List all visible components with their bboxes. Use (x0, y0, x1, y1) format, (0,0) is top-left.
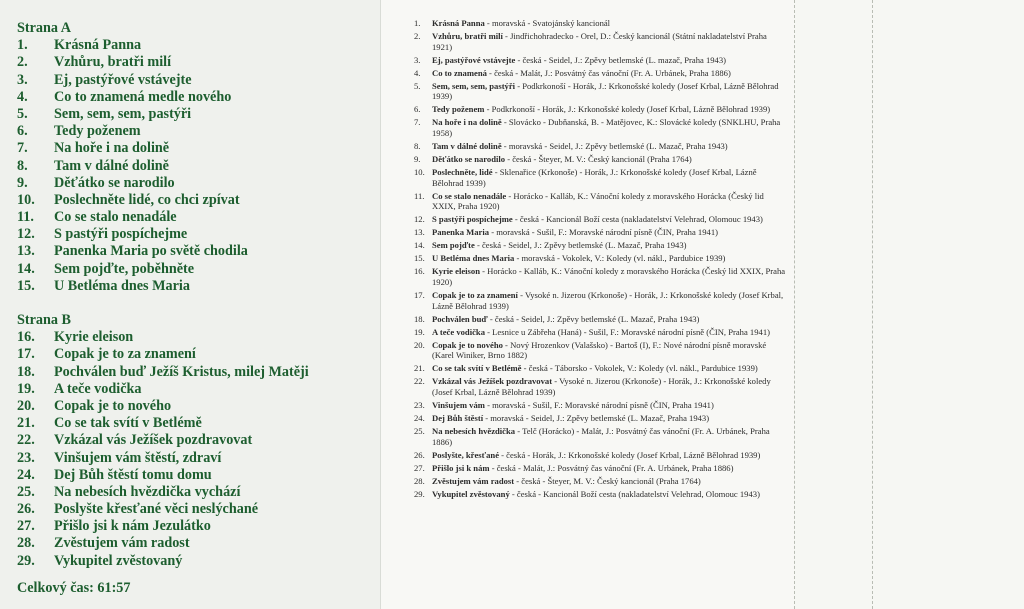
note-source: - moravská - Sušil, F.: Moravské národní písně (ČIN, Praha 1941) (489, 227, 718, 238)
note-item (414, 214, 786, 225)
note-item (414, 314, 786, 325)
note-number: 21. (414, 363, 425, 374)
note-source: - česká - Malát, J.: Posvátný čas vánoční (Fr. A. Urbánek, Praha 1886) (486, 67, 731, 78)
note-source: - Jindřichohradecko - Orel, D.: Český kancionál (Státní nakladatelství Praha 1921) (432, 31, 767, 52)
track-title: Děťátko se narodilo (54, 174, 175, 191)
note-item (414, 68, 786, 79)
note-source: - česká - Horák, J.: Krkonošské koledy (Josef Krbal, Lázně Bělohrad 1939) (499, 449, 761, 460)
note-item (414, 240, 786, 251)
note-title: Ej, pastýřové vstávejte (432, 54, 516, 65)
track-title: A teče vodička (54, 380, 142, 397)
note-source: - moravská - Sušil, F.: Moravské národní písně (ČIN, Praha 1941) (484, 400, 714, 411)
track-row (17, 467, 377, 484)
note-number: 13. (414, 227, 425, 238)
note-item (414, 191, 786, 212)
note-item (414, 376, 786, 397)
track-number: 1. (17, 37, 28, 54)
note-title: Vinšujem vám (432, 400, 485, 411)
track-title: Na nebesích hvězdička vychází (54, 483, 241, 500)
track-row (17, 209, 377, 226)
note-title: U Betléma dnes Maria (432, 253, 515, 264)
note-source: - Nový Hrozenkov (Valašsko) - Bartoš (I), F.: Nové národní písně moravské (Karel Winiker, Brno 1882) (432, 339, 767, 361)
note-title: Vzkázal vás Ježíšek pozdravovat (432, 376, 553, 387)
track-row (17, 381, 377, 398)
note-title: Tam v dálné dolině (432, 141, 502, 151)
track-title: Co se stalo nenadále (54, 209, 177, 226)
note-item (414, 227, 786, 238)
note-source: - Podkrkonoší - Horák, J.: Krkonošské koledy (Josef Krbal, Lázně Bělohrad 1939) (484, 104, 771, 115)
note-source: - Sklenařice (Krkonoše) - Horák, J.: Krkonošské koledy (Josef Krbal, Lázně Bělohrad 1939) (432, 167, 757, 188)
note-title: Co se stalo nenadále (432, 190, 507, 201)
note-source: - česká - Seidel, J.: Zpěvy betlemské (L. Mazač, Praha 1943) (487, 313, 700, 324)
track-number: 20. (17, 397, 35, 414)
note-title: Copak je to nového (432, 339, 503, 350)
track-number: 23. (17, 449, 35, 466)
track-number: 22. (17, 432, 35, 449)
tracklist (17, 20, 377, 597)
note-item (414, 426, 786, 447)
track-row (17, 501, 377, 518)
note-title: Krásná Panna (432, 18, 485, 28)
note-number: 6. (414, 104, 421, 115)
track-notes (414, 18, 786, 502)
track-number: 9. (17, 174, 28, 191)
track-row (17, 329, 377, 346)
note-source: - Podkrkonoší - Horák, J.: Krkonošské koledy (Josef Krbal, Lázně Bělohrad 1939) (432, 80, 779, 102)
note-source: - Lesnice u Zábřeha (Haná) - Sušil, F.: Moravské národní písně (ČIN, Praha 1941) (485, 326, 770, 337)
track-number: 4. (17, 88, 28, 105)
note-title: Tedy poženem (432, 104, 485, 115)
note-number: 3. (414, 54, 421, 65)
note-item (414, 253, 786, 264)
track-title: Vykupitel zvěstovaný (54, 552, 183, 569)
note-number: 10. (414, 167, 425, 178)
note-source: - moravská - Vokolek, V.: Koledy (vl. nákl., Pardubice 1939) (514, 253, 726, 264)
track-number: 3. (17, 71, 28, 88)
track-title: Vzhůru, bratři milí (54, 54, 172, 71)
track-number: 7. (17, 140, 28, 157)
note-number: 11. (414, 190, 425, 201)
track-row (17, 54, 377, 71)
note-source: - Telč (Horácko) - Malát, J.: Posvátný čas vánoční (Fr. A. Urbánek, Praha 1886) (432, 426, 770, 447)
note-number: 12. (414, 214, 425, 225)
track-row (17, 140, 377, 157)
note-number: 18. (414, 313, 425, 324)
note-title: Na hoře i na dolině (432, 117, 502, 128)
note-number: 8. (414, 141, 421, 151)
note-source: - Vysoké n. Jizerou (Krkonoše) - Horák, J.: Krkonošské koledy (Josef Krbal, Lázně Bělohrad 1939) (432, 290, 784, 311)
track-title: Panenka Maria po světě chodila (54, 243, 248, 260)
track-title: Přišlo jsi k nám Jezulátko (54, 518, 211, 535)
track-number: 12. (17, 226, 35, 243)
note-source: - česká - Malát, J.: Posvátný čas vánoční (Fr. A. Urbánek, Praha 1886) (489, 462, 734, 473)
note-title: Co se tak svítí v Betlémě (432, 363, 522, 374)
note-number: 20. (414, 339, 425, 350)
note-title: Zvěstujem vám radost (432, 475, 515, 486)
note-number: 26. (414, 449, 425, 460)
fold-line (872, 0, 873, 609)
track-title: Co to znamená medle nového (54, 88, 232, 105)
note-number: 14. (414, 240, 425, 251)
note-item (414, 327, 786, 338)
note-item (414, 167, 786, 188)
note-source: - Horácko - Kalláb, K.: Vánoční koledy z moravského Horácka (Český lid XXIX, Praha 1920) (432, 266, 786, 288)
note-number: 27. (414, 462, 425, 473)
track-number: 28. (17, 535, 35, 552)
track-title: Copak je to nového (54, 397, 172, 414)
track-title: Co se tak svítí v Betlémě (54, 415, 202, 432)
track-row (17, 398, 377, 415)
track-title: Tam v dálné dolině (54, 157, 169, 174)
note-item (414, 81, 786, 102)
track-title: U Betléma dnes Maria (54, 277, 190, 294)
note-title: Vzhůru, bratři milí (432, 31, 503, 42)
track-row (17, 123, 377, 140)
note-number: 2. (414, 31, 421, 42)
note-item (414, 31, 786, 52)
track-number: 5. (17, 105, 28, 122)
track-number: 11. (17, 209, 34, 226)
note-title: Copak je to za znamení (432, 290, 518, 301)
note-number: 24. (414, 413, 425, 424)
track-title: Zvěstujem vám radost (54, 535, 190, 552)
track-title: Sem pojďte, poběhněte (54, 260, 195, 277)
note-source: - Slovácko - Dubňanská, B. - Matějovec, K.: Slovácké koledy (SNKLHU, Praha 1958) (432, 117, 781, 138)
note-source: - moravská - Svatojánský kancionál (484, 18, 611, 28)
track-number: 18. (17, 363, 35, 380)
note-number: 28. (414, 475, 425, 486)
track-number: 14. (17, 260, 35, 277)
track-title: Ej, pastýřové vstávejte (54, 71, 192, 88)
note-number: 5. (414, 80, 421, 91)
note-title: Panenka Maria (432, 227, 490, 238)
note-item (414, 104, 786, 115)
note-title: Na nebesích hvězdička (432, 426, 516, 437)
track-number: 2. (17, 54, 28, 71)
track-title: Pochválen buď Ježíš Kristus, milej Matěji (54, 363, 309, 380)
track-number: 8. (17, 157, 28, 174)
note-number: 4. (414, 67, 421, 78)
note-item (414, 18, 786, 29)
note-title: Děťátko se narodilo (432, 154, 506, 165)
note-number: 29. (414, 488, 425, 499)
note-source: - česká - Kancionál Boží cesta (nakladatelství Velehrad, Olomouc 1943) (509, 488, 760, 499)
note-title: Sem pojďte (432, 240, 475, 251)
track-title: Dej Bůh štěstí tomu domu (54, 466, 212, 483)
note-number: 23. (414, 400, 425, 411)
note-item (414, 266, 786, 287)
note-number: 7. (414, 117, 421, 128)
note-item (414, 55, 786, 66)
fold-line (794, 0, 795, 609)
note-title: Co to znamená (432, 67, 487, 78)
note-number: 15. (414, 253, 425, 264)
track-row (17, 518, 377, 535)
note-title: Pochválen buď (432, 313, 488, 324)
track-title: Copak je to za znamení (54, 346, 196, 363)
track-number: 27. (17, 518, 35, 535)
track-title: Vinšujem vám štěstí, zdraví (54, 449, 222, 466)
note-title: Vykupitel zvěstovaný (432, 488, 510, 499)
note-title: Dej Bůh štěstí (432, 413, 484, 424)
track-title: Tedy poženem (54, 123, 141, 140)
note-item (414, 400, 786, 411)
track-title: Krásná Panna (54, 37, 142, 54)
track-row (17, 415, 377, 432)
track-number: 13. (17, 243, 35, 260)
note-item (414, 340, 786, 361)
note-number: 1. (414, 18, 421, 28)
note-item (414, 450, 786, 461)
note-title: Kyrie eleison (432, 266, 480, 277)
side-a-title: Strana A (17, 20, 71, 36)
note-title: Sem, sem, sem, pastýři (432, 80, 516, 91)
track-row (17, 278, 377, 295)
note-item (414, 463, 786, 474)
track-row (17, 72, 377, 89)
track-title: Sem, sem, sem, pastýři (54, 105, 192, 122)
track-number: 10. (17, 191, 35, 208)
note-number: 17. (414, 290, 425, 301)
note-source: - Horácko - Kalláb, K.: Vánoční koledy z moravského Horácka (Český lid XXIX, Praha 1920) (432, 190, 764, 212)
track-row (17, 158, 377, 175)
side-a-tracks (17, 37, 377, 295)
note-source: - moravská - Seidel, J.: Zpěvy betlemské (L. Mazač, Praha 1943) (501, 141, 728, 151)
track-row (17, 89, 377, 106)
note-source: - česká - Šteyer, M. V.: Český kancionál (Praha 1764) (505, 154, 692, 165)
side-b-title: Strana B (17, 312, 71, 328)
note-item (414, 413, 786, 424)
note-source: - česká - Seidel, J.: Zpěvy betlemské (L. Mazač, Praha 1943) (474, 240, 687, 251)
note-source: - česká - Šteyer, M. V.: Český kancionál (Praha 1764) (514, 475, 701, 486)
note-source: - Vysoké n. Jizerou (Krkonoše) - Horák, J.: Krkonošské koledy (Josef Krbal, Lázně Bělohrad 1939) (432, 376, 771, 397)
track-number: 25. (17, 483, 35, 500)
note-title: A teče vodička (432, 326, 485, 337)
note-number: 16. (414, 266, 425, 277)
note-number: 22. (414, 376, 425, 387)
note-item (414, 363, 786, 374)
track-row (17, 346, 377, 363)
note-item (414, 141, 786, 152)
track-row (17, 106, 377, 123)
track-row (17, 450, 377, 467)
track-row (17, 432, 377, 449)
track-title: Kyrie eleison (54, 329, 134, 346)
note-title: Poslechněte, lidé (432, 167, 493, 178)
side-b-tracks (17, 329, 377, 570)
note-number: 19. (414, 326, 425, 337)
note-item (414, 117, 786, 138)
track-title: Poslechněte lidé, co chci zpívat (54, 191, 240, 208)
track-row (17, 364, 377, 381)
track-number: 15. (17, 277, 35, 294)
note-source: - moravská - Seidel, J.: Zpěvy betlemské (L. Mazač, Praha 1943) (483, 413, 710, 424)
track-title: Vzkázal vás Ježíšek pozdravovat (54, 432, 253, 449)
track-number: 21. (17, 415, 35, 432)
note-title: Přišlo jsi k nám (432, 462, 490, 473)
track-row (17, 553, 377, 570)
note-item (414, 476, 786, 487)
track-number: 6. (17, 123, 28, 140)
track-row (17, 243, 377, 260)
note-number: 9. (414, 154, 421, 165)
total-time: Celkový čas: 61:57 (17, 579, 131, 596)
note-source: - česká - Kancionál Boží cesta (nakladatelství Velehrad, Olomouc 1943) (512, 214, 763, 225)
note-title: Poslyšte, křesťané (432, 449, 500, 460)
blank-flap (794, 0, 1024, 609)
track-row (17, 226, 377, 243)
track-number: 29. (17, 552, 35, 569)
track-row (17, 37, 377, 54)
track-number: 16. (17, 329, 35, 346)
track-title: Na hoře i na dolině (54, 140, 170, 157)
note-item (414, 154, 786, 165)
note-item (414, 489, 786, 500)
note-number: 25. (414, 426, 425, 437)
track-row (17, 192, 377, 209)
track-title: S pastýři pospíchejme (54, 226, 188, 243)
note-source: - česká - Seidel, J.: Zpěvy betlemské (L. mazač, Praha 1943) (515, 54, 727, 65)
track-number: 19. (17, 380, 35, 397)
track-row (17, 484, 377, 501)
track-number: 24. (17, 466, 35, 483)
track-row (17, 261, 377, 278)
note-title: S pastýři pospíchejme (432, 214, 513, 225)
track-number: 17. (17, 346, 35, 363)
note-item (414, 290, 786, 311)
track-title: Poslyšte křesťané věci neslýchané (54, 501, 259, 518)
track-row (17, 175, 377, 192)
track-number: 26. (17, 501, 35, 518)
track-row (17, 535, 377, 552)
note-source: - česká - Táborsko - Vokolek, V.: Koledy (vl. nákl., Pardubice 1939) (521, 363, 758, 374)
